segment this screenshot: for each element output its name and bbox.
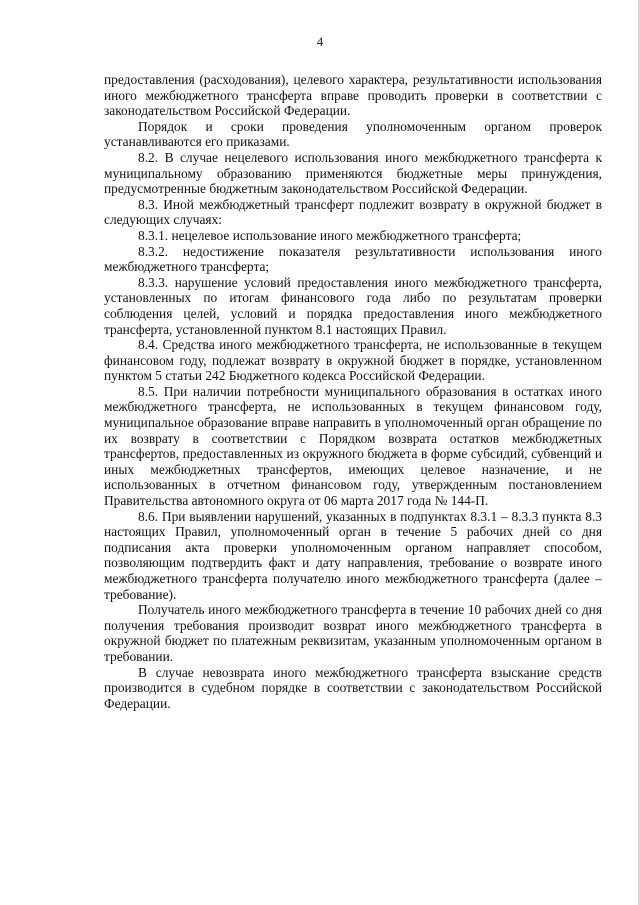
paragraph-8-3: 8.3. Иной межбюджетный трансферт подлежит возврату в окружной бюджет в следующих случаях: xyxy=(104,196,602,228)
page-number: 4 xyxy=(316,34,324,49)
paragraph-8-3-3: 8.3.3. нарушение условий предоставления иного межбюджетного трансферта, установленных по итогам финансового года либо по результатам проверки соблюдения целей, условий и порядка предоставления иного межбюджетного трансферта, установленной пунктом 8.1 настоящих Правил. xyxy=(104,274,602,337)
paragraph-8-4: 8.4. Средства иного межбюджетного трансферта, не использованные в текущем финансовом году, подлежат возврату в окружной бюджет в порядке, установленном пунктом 5 статьи 242 Бюджетного кодекса Российской Федерации. xyxy=(104,337,602,384)
paragraph-8-3-2: 8.3.2. недостижение показателя результативности использования иного межбюджетного трансферта; xyxy=(104,243,602,275)
paragraph-continuation: предоставления (расходования), целевого характера, результативности использования иного межбюджетного трансферта вправе проводить проверки в соответствии с законодательством Российской Федерации. xyxy=(104,72,602,119)
paragraph-8-6: 8.6. При выявлении нарушений, указанных в подпунктах 8.3.1 – 8.3.3 пункта 8.3 настоящих Правил, уполномоченный орган в течение 5 рабочих дней со дня подписания акта проверки уполномоченным органом направляет способом, позволяющим подтвердить факт и дату направления, требование о возврате иного межбюджетного трансферта получателю иного межбюджетного трансферта (далее – требование). xyxy=(104,508,602,602)
paragraph-8-5: 8.5. При наличии потребности муниципального образования в остатках иного межбюджетного трансферта, не использованных в текущем финансовом году, муниципальное образование вправе направить в уполномоченный орган обращение по их возврату в соответствии с Порядком возврата остатков межбюджетных трансфертов, предоставленных из окружного бюджета в форме субсидий, субвенций и иных межбюджетных трансфертов, имеющих целевое назначение, и не использованных в отчетном финансовом году, утвержденным постановлением Правительства автономного округа от 06 марта 2017 года № 144-П. xyxy=(104,383,602,509)
paragraph-inspection-order: Порядок и сроки проведения уполномоченным органом проверок устанавливаются его приказами. xyxy=(104,118,602,150)
paragraph-8-2: 8.2. В случае нецелевого использования иного межбюджетного трансферта к муниципальному образованию применяются бюджетные меры принуждения, предусмотренные бюджетным законодательством Российской Федерации. xyxy=(104,149,602,197)
document-body xyxy=(104,72,602,711)
paragraph-8-3-1: 8.3.1. нецелевое использование иного межбюджетного трансферта; xyxy=(138,227,522,243)
paragraph-court-recovery: В случае невозврата иного межбюджетного трансферта взыскание средств производится в судебном порядке в соответствии с законодательством Российской Федерации. xyxy=(104,664,602,711)
paragraph-recipient-return: Получатель иного межбюджетного трансферта в течение 10 рабочих дней со дня получения требования производит возврат иного межбюджетного трансферта в окружной бюджет по платежным реквизитам, указанным уполномоченным органом в требовании. xyxy=(104,602,602,664)
